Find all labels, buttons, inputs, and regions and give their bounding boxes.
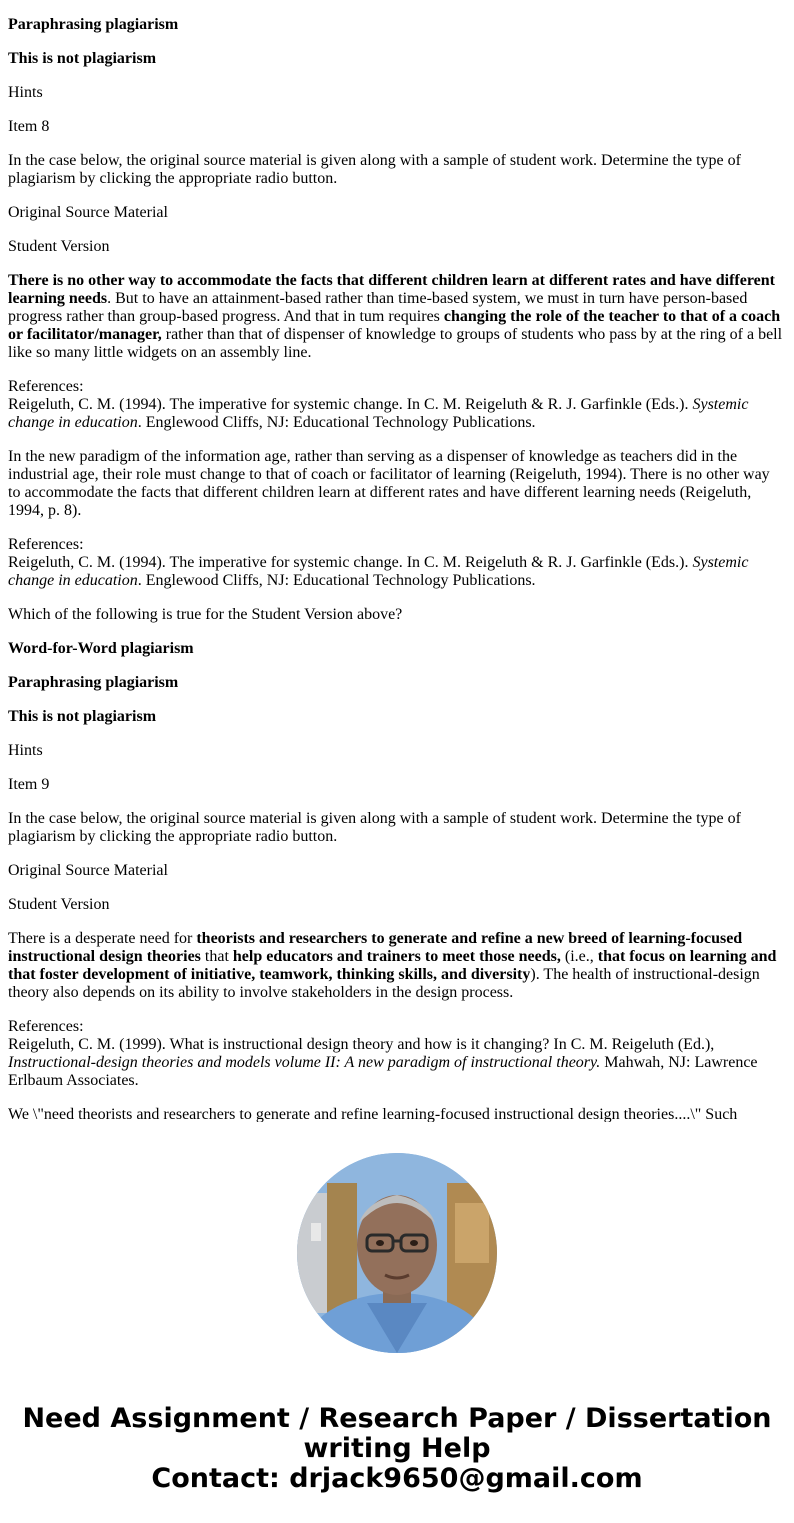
item-9-original-text: There is a desperate need for theorists and researchers to generate and refine a new breed of learning-focused instructional design theories that help educators and trainers to meet those needs, (i.e., that focus on learning and that foster development of initiative, teamwork, thinking skills, and diversity). The health of instructional-design theory also depends on its ability to involve stakeholders in the design process. bbox=[8, 930, 777, 1001]
item-8-student-text: In the new paradigm of the information age, rather than serving as a dispenser of knowledge as teachers did in the industrial age, their role must change to that of coach or facilitator of learning (Reigeluth, 1994). There is no other way to accommodate the facts that different children learn at different rates and have different learning needs (Reigeluth, 1994, p. 8). bbox=[8, 448, 770, 519]
item-8-hints-link[interactable]: Hints bbox=[8, 742, 43, 759]
author-portrait-image bbox=[297, 1153, 497, 1353]
item-9-instructions: In the case below, the original source material is given along with a sample of student work. Determine the type of plagiarism by clicking the appropriate radio button. bbox=[8, 810, 741, 845]
prev-hints-link[interactable]: Hints bbox=[8, 84, 43, 101]
item-8-original-label: Original Source Material bbox=[8, 204, 168, 221]
item-8-title: Item 8 bbox=[8, 118, 50, 135]
promo-banner bbox=[0, 1122, 794, 1523]
promo-line-1: Need Assignment / Research Paper / Dissertation bbox=[22, 1403, 772, 1434]
item-8-student-references: References: Reigeluth, C. M. (1994). The imperative for systemic change. In C. M. Reigeluth & R. J. Garfinkle (Eds.). Systemic change in education. Englewood Cliffs, NJ: Educational Technology Publications. bbox=[8, 536, 749, 589]
promo-contact[interactable]: Contact: drjack9650@gmail.com bbox=[151, 1463, 643, 1494]
item-8-instructions: In the case below, the original source material is given along with a sample of student work. Determine the type of plagiarism by clicking the appropriate radio button. bbox=[8, 152, 741, 187]
item-8-question: Which of the following is true for the Student Version above? bbox=[8, 606, 403, 623]
item-9-title: Item 9 bbox=[8, 776, 50, 793]
item-9-student-text: We \"need theorists and researchers to generate and refine learning-focused instructional design theories....\" Such bbox=[8, 1106, 738, 1122]
prev-option-not-plagiarism[interactable]: This is not plagiarism bbox=[8, 50, 157, 67]
promo-text bbox=[0, 1404, 794, 1494]
item-9-original-label: Original Source Material bbox=[8, 862, 168, 879]
item-8-option-word-for-word[interactable]: Word-for-Word plagiarism bbox=[8, 640, 194, 657]
document-content bbox=[8, 16, 786, 1122]
item-8-student-label: Student Version bbox=[8, 238, 110, 255]
item-9-original-references: References: Reigeluth, C. M. (1999). What is instructional design theory and how is it changing? In C. M. Reigeluth (Ed.), Instructional-design theories and models volume II: A new paradigm of instructional theory. Mahwah, NJ: Lawrence Erlbaum Associates. bbox=[8, 1018, 758, 1089]
prev-option-paraphrasing[interactable]: Paraphrasing plagiarism bbox=[8, 16, 179, 33]
author-avatar bbox=[297, 1153, 497, 1353]
item-8-option-paraphrasing[interactable]: Paraphrasing plagiarism bbox=[8, 674, 179, 691]
item-9-student-label: Student Version bbox=[8, 896, 110, 913]
promo-line-2: writing Help bbox=[303, 1433, 491, 1464]
item-8-option-not-plagiarism[interactable]: This is not plagiarism bbox=[8, 708, 157, 725]
item-8-original-references: References: Reigeluth, C. M. (1994). The imperative for systemic change. In C. M. Reigeluth & R. J. Garfinkle (Eds.). Systemic change in education. Englewood Cliffs, NJ: Educational Technology Publications. bbox=[8, 378, 749, 431]
item-8-original-text: There is no other way to accommodate the facts that different children learn at different rates and have different learning needs. But to have an attainment-based rather than time-based system, we must in turn have person-based progress rather than group-based progress. And that in tum requires changing the role of the teacher to that of a coach or facilitator/manager, rather than that of dispenser of knowledge to groups of students who pass by at the ring of a bell like so many little widgets on an assembly line. bbox=[8, 272, 783, 361]
